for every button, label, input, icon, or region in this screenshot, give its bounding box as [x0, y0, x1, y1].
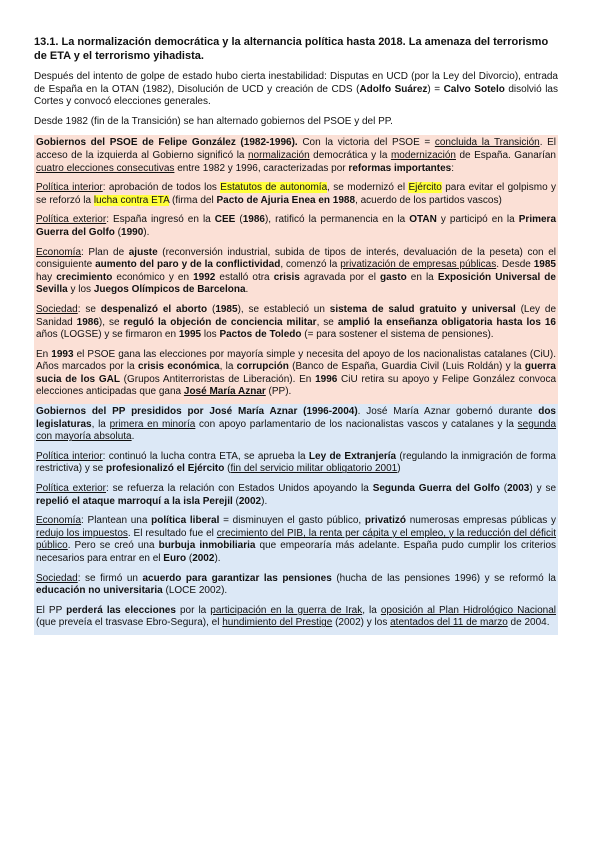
section-title: 13.1. La normalización democrática y la alternancia política hasta 2018. La amenaza del terrorismo de ETA y el terrorismo yihadista. [34, 36, 549, 62]
pp-intro: Gobiernos del PP presididos por José María Aznar (1996-2004). José María Aznar gobernó durante dos legislaturas, la primera en minoría con apoyo parlamentario de los nacionalistas vascos y catalanes y la segunda con mayoría absoluta. [36, 406, 557, 443]
pp-exterior: Política exterior: se refuerza la relación con Estados Unidos apoyando la Segunda Guerra del Golfo (2003) y se repelió el ataque marroquí a la isla Perejil (2002). [36, 483, 557, 507]
psoe-economia: Economía: Plan de ajuste (reconversión industrial, subida de tipos de interés, devaluación de la peseta) con el consiguiente aumento del paro y de la conflictividad, comenzó la privatización de empresas públicas. Desde 1985 hay crecimiento económico y en 1992 estalló otra crisis agravada por el gasto en la Exposición Universal de Sevilla y los Juegos Olímpicos de Barcelona. [36, 246, 556, 296]
psoe-1993: En 1993 el PSOE gana las elecciones por mayoría simple y necesita del apoyo de los nacionalistas catalanes (CiU). Años marcados por la crisis económica, la corrupción (Banco de España, Guardia Civil (Luis Roldán) y la guerra sucia de los GAL (Grupos Antiterroristas de Liberación). En 1996 CiU retira su apoyo y Felipe González convoca elecciones anticipadas que gana José María Aznar (PP). [36, 348, 557, 398]
psoe-exterior-block [34, 212, 558, 244]
document-body [34, 36, 558, 635]
pp-heading: Gobiernos del PP presididos por José María Aznar (1996-2004) [36, 406, 358, 418]
pp-economia-block [34, 513, 558, 570]
pp-interior: Política interior: continuó la lucha contra ETA, se aprueba la Ley de Extranjería (regulando la inmigración de forma restrictiva) y se profesionalizó el Ejército (fin del servicio militar obligatorio 2001) [36, 450, 556, 475]
pp-sociedad-block [34, 571, 558, 603]
psoe-economia-block [34, 245, 558, 302]
psoe-1993-block [34, 347, 558, 404]
pp-final-block [34, 603, 558, 635]
psoe-interior-block [34, 180, 558, 212]
psoe-heading: Gobiernos del PSOE de Felipe González (1982-1996). [36, 137, 298, 149]
pp-intro-block [34, 404, 558, 449]
intro-paragraph-1: Después del intento de golpe de estado hubo cierta inestabilidad: Disputas en UCD (por la Ley del Divorcio), entrada de España en la OTAN (1982), Disolución de UCD y creación de CDS (Adolfo Suárez) = Calvo Sotelo disolvió las Cortes y convocó elecciones generales. [34, 71, 558, 108]
intro-paragraph-2: Desde 1982 (fin de la Transición) se han alternado gobiernos del PSOE y del PP. [34, 115, 393, 127]
pp-economia: Economía: Plantean una política liberal = disminuyen el gasto público, privatizó numerosas empresas públicas y redujo los impuestos. El resultado fue el crecimiento del PIB, la renta per cápita y el empleo, y la reducción del déficit público. Pero se creó una burbuja inmobiliaria que empeoraría más adelante. España pudo cumplir los criterios necesarios para entrar en el Euro (2002). [36, 515, 557, 564]
psoe-exterior: Política exterior: España ingresó en la CEE (1986), ratificó la permanencia en la OTAN y participó en la Primera Guerra del Golfo (1990). [36, 214, 557, 238]
psoe-sociedad: Sociedad: se despenalizó el aborto (1985), se estableció un sistema de salud gratuito y universal (Ley de Sanidad 1986), se reguló la objeción de conciencia militar, se amplió la enseñanza obligatoria hasta los 16 años (LOGSE) y se firmaron en 1995 los Pactos de Toledo (= para sostener el sistema de pensiones). [36, 303, 557, 341]
pp-sociedad: Sociedad: se firmó un acuerdo para garantizar las pensiones (hucha de las pensiones 1996) y se reformó la educación no universitaria (LOCE 2002). [36, 572, 556, 597]
psoe-intro: Gobiernos del PSOE de Felipe González (1982-1996). Con la victoria del PSOE = concluida la Transición. El acceso de la izquierda al Gobierno significó la normalización democrática y la modernización de España. Ganarían cuatro elecciones consecutivas entre 1982 y 1996, caracterizadas por reformas importantes: [36, 137, 556, 174]
psoe-interior: Política interior: aprobación de todos los Estatutos de autonomía, se modernizó el Ejército para evitar el golpismo y se reforzó la lucha contra ETA (firma del Pacto de Ajuria Enea en 1988, acuerdo de los partidos vascos) [36, 182, 557, 206]
pp-final: El PP perderá las elecciones por la participación en la guerra de Irak, la oposición al Plan Hidrológico Nacional (que preveía el trasvase Ebro-Segura), el hundimiento del Prestige (2002) y los atentados del 11 de marzo de 2004. [36, 604, 557, 629]
pp-interior-block [34, 449, 558, 481]
pp-exterior-block [34, 481, 558, 513]
psoe-intro-block [34, 135, 558, 180]
psoe-sociedad-block [34, 302, 558, 347]
